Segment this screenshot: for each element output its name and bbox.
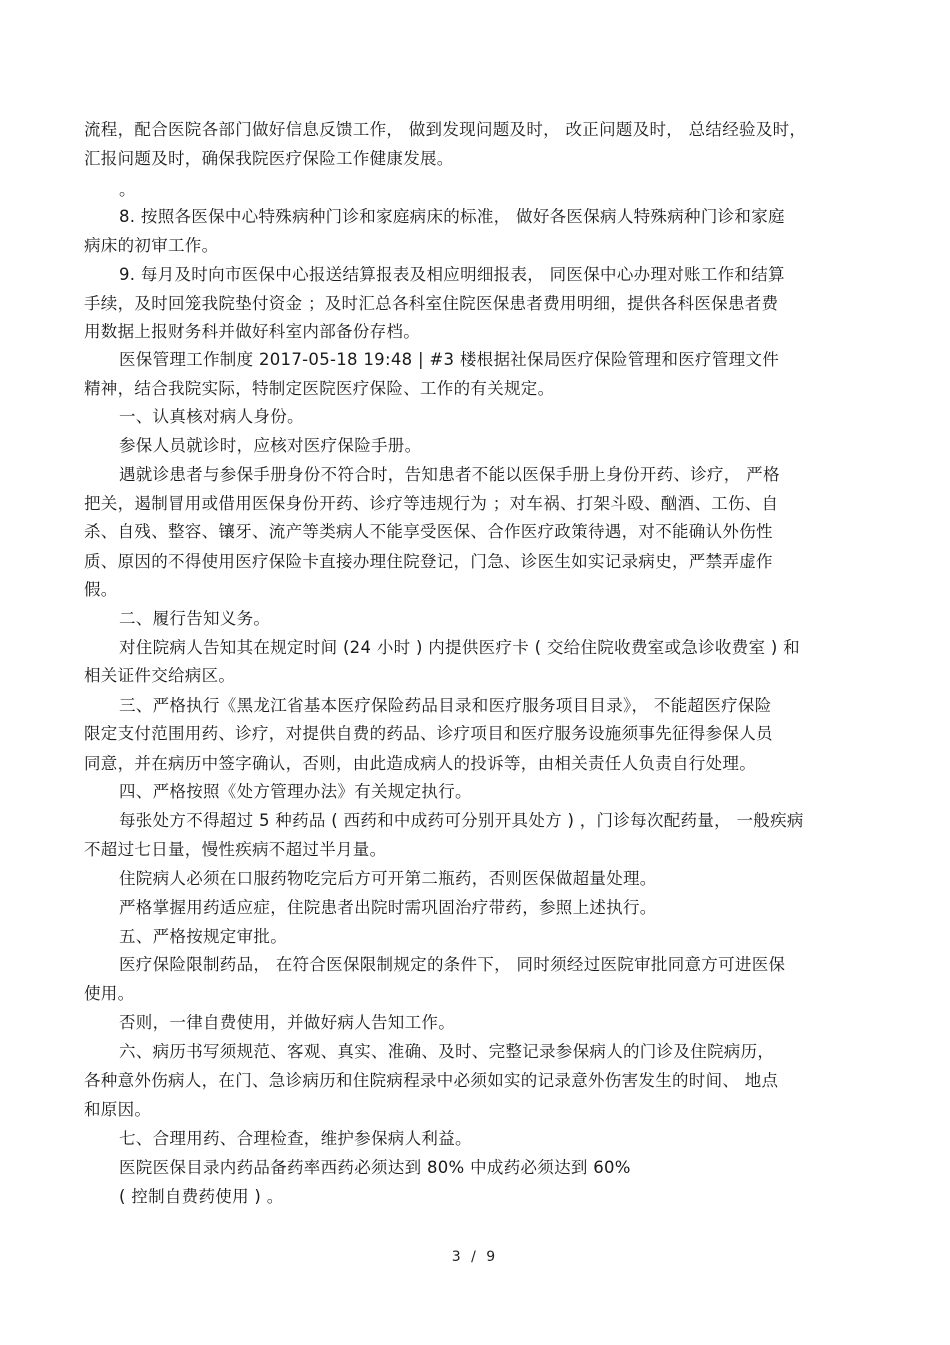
text-line: 把关，遏制冒用或借用医保身份开药、诊疗等违规行为 ；对车祸、打架斗殴、酗酒、工伤、自 — [84, 494, 779, 513]
text-line: 七、合理用药、合理检查，维护参保病人利益。 — [119, 1129, 472, 1148]
text-line: 每张处方不得超过 5 种药品 ( 西药和中成药可分别开具处方 ) ，门诊每次配药量， 一般疾病 — [119, 811, 804, 830]
text-line: 医保管理工作制度 2017-05-18 19:48 | #3 楼根据社保局医疗保险管理和医疗管理文件 — [119, 350, 780, 369]
text-line: 杀、自残、整容、镶牙、流产等类病人不能享受医保、合作医疗政策待遇，对不能确认外伤性 — [84, 522, 773, 541]
text-line: 遇就诊患者与参保手册身份不符合时，告知患者不能以医保手册上身份开药、诊疗， 严格 — [119, 465, 780, 484]
text-line: 五、严格按规定审批。 — [119, 927, 287, 946]
text-line: 同意，并在病历中签字确认，否则，由此造成病人的投诉等，由相关责任人负责自行处理。 — [84, 754, 756, 773]
page-number: 3 / 9 — [451, 1249, 499, 1265]
text-line: 假。 — [84, 580, 118, 599]
text-line: 手续，及时回笼我院垫付资金 ；及时汇总各科室住院医保患者费用明细，提供各科医保患者费 — [84, 294, 779, 313]
text-line: 三、严格执行《黑龙江省基本医疗保险药品目录和医疗服务项目目录》， 不能超医疗保险 — [119, 696, 772, 715]
text-line: 汇报问题及时，确保我院医疗保险工作健康发展。 — [84, 149, 454, 168]
text-line: ( 控制自费药使用 ) 。 — [119, 1187, 284, 1206]
text-line: 住院病人必须在口服药物吃完后方可开第二瓶药，否则医保做超量处理。 — [119, 869, 657, 888]
text-line: 二、履行告知义务。 — [119, 609, 271, 628]
text-line: 用数据上报财务科并做好科室内部备份存档。 — [84, 322, 420, 341]
text-line: 使用。 — [84, 984, 135, 1003]
text-line: 四、严格按照《处方管理办法》有关规定执行。 — [119, 782, 472, 801]
text-line: 相关证件交给病区。 — [84, 666, 236, 685]
text-line: 9. 每月及时向市医保中心报送结算报表及相应明细报表， 同医保中心办理对账工作和结算 — [119, 265, 785, 284]
text-line: 六、病历书写须规范、客观、真实、准确、及时、完整记录参保病人的门诊及住院病历， — [119, 1042, 775, 1061]
text-line: 医院医保目录内药品备药率西药必须达到 80% 中成药必须达到 60% — [119, 1158, 631, 1177]
text-line: 精神，结合我院实际，特制定医院医疗保险、工作的有关规定。 — [84, 379, 555, 398]
text-line: 和原因。 — [84, 1100, 152, 1119]
text-line: 一、认真核对病人身份。 — [119, 407, 304, 426]
text-line: 8. 按照各医保中心特殊病种门诊和家庭病床的标准， 做好各医保病人特殊病种门诊和家庭 — [119, 207, 785, 226]
text-line: 参保人员就诊时，应核对医疗保险手册。 — [119, 436, 422, 455]
text-line: 质、原因的不得使用医疗保险卡直接办理住院登记，门急、诊医生如实记录病史，严禁弄虚作 — [84, 552, 773, 571]
text-line: 各种意外伤病人，在门、急诊病历和住院病程录中必须如实的记录意外伤害发生的时间、 地点 — [84, 1071, 779, 1090]
text-line: 医疗保险限制药品， 在符合医保限制规定的条件下， 同时须经过医院审批同意方可进医保 — [119, 955, 786, 974]
text-line: 病床的初审工作。 — [84, 236, 219, 255]
text-line: 不超过七日量，慢性疾病不超过半月量。 — [84, 840, 387, 859]
text-line: 对住院病人告知其在规定时间 (24 小时 ) 内提供医疗卡 ( 交给住院收费室或急诊收费室 ) 和 — [119, 638, 800, 657]
text-line: 严格掌握用药适应症，住院患者出院时需巩固治疗带药，参照上述执行。 — [119, 898, 657, 917]
text-line: 。 — [119, 180, 136, 199]
text-line: 否则，一律自费使用，并做好病人告知工作。 — [119, 1013, 455, 1032]
text-line: 限定支付范围用药、诊疗，对提供自费的药品、诊疗项目和医疗服务设施须事先征得参保人员 — [84, 724, 773, 743]
text-line: 流程，配合医院各部门做好信息反馈工作， 做到发现问题及时， 改正问题及时， 总结经验及时， — [84, 120, 807, 139]
